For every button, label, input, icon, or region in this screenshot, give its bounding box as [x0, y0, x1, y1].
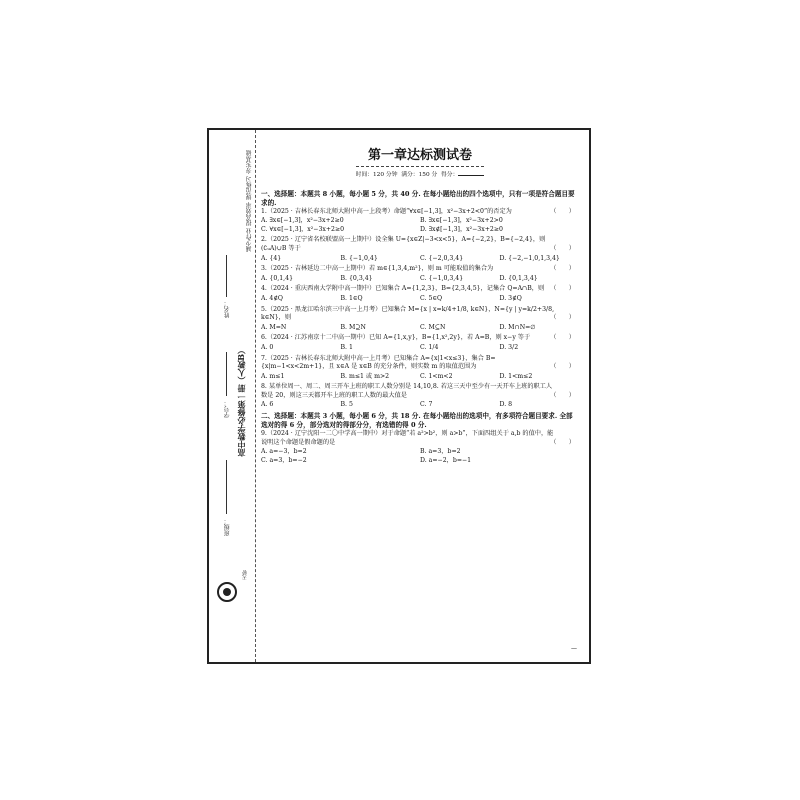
answer-option: D. 3/2 — [499, 343, 519, 351]
answer-option: D. ∃x∉[−1,3]，x²−3x+2≥0 — [420, 225, 503, 233]
question-text: 5.（2025 · 黑龙江哈尔滨三中高一上月考）已知集合 M={x | x=k/4+1/8, k∈N}，N={y | y=k/2+3/8, k∈N}，则 — [261, 305, 555, 322]
answer-option: B. 1 — [340, 343, 353, 351]
name-label: 姓名： — [224, 300, 231, 318]
answer-option: C. 7 — [420, 401, 433, 409]
answer-option: D. {0,1,3,4} — [499, 274, 538, 282]
answer-option: A. M=N — [261, 323, 287, 331]
answer-option: D. a=−2，b=−1 — [420, 456, 472, 464]
option-row — [261, 295, 579, 304]
answer-option: B. 1∈Q — [340, 294, 363, 302]
margin-note: 减少作业 提高效率 规范练习 夯实基础 — [246, 150, 253, 252]
answer-option: A. 6 — [261, 401, 274, 409]
score-label: 满分：150 分 — [401, 172, 438, 178]
question-stem — [261, 334, 579, 343]
option-row — [261, 324, 579, 333]
question-stem — [261, 265, 579, 274]
book-title: 高中数学必修第一册（人教B） — [236, 346, 246, 457]
question-text: 6.（2024 · 江苏南京十二中高一期中）已知 A={1,x,y}，B={1,x²,2y}，若 A=B，则 x−y 等于 — [261, 334, 531, 342]
question-text: 1.（2025 · 吉林长春东北师大附中高一上段考）命题“∀x∈[−1,3]，x²−3x+2<0”的否定为 — [261, 207, 512, 215]
answer-option: A. {4} — [261, 254, 282, 262]
answer-option: C. 1/4 — [420, 343, 439, 351]
question-item — [261, 306, 579, 333]
question-item — [261, 355, 579, 382]
question-item — [261, 430, 579, 465]
answer-option: B. {−1,0,4} — [340, 254, 378, 262]
page-mark: — — [571, 645, 577, 652]
answer-option: C. ∀x∈[−1,3]，x²−3x+2≥0 — [261, 225, 345, 233]
answer-bracket: （ ） — [550, 285, 575, 293]
exam-info — [261, 171, 579, 180]
answer-option: A. m≤1 — [261, 372, 285, 380]
binding-margin — [209, 130, 256, 662]
answer-option: B. m≤1 或 m>2 — [340, 372, 390, 380]
answer-option: C. 5∈Q — [420, 294, 443, 302]
question-stem — [261, 208, 579, 217]
number-blank — [226, 352, 227, 396]
question-item — [261, 208, 579, 235]
answer-option: A. ∃x∈[−1,3]，x²−3x+2≥0 — [261, 217, 344, 225]
answer-option: C. {−2,0,3,4} — [420, 254, 464, 262]
answer-option: A. {0,1,4} — [261, 274, 294, 282]
question-item — [261, 383, 579, 410]
publisher-logo — [217, 582, 237, 602]
answer-option: D. 8 — [499, 401, 513, 409]
answer-option: A. 0 — [261, 343, 274, 351]
option-row — [261, 344, 579, 353]
question-text: 3.（2025 · 吉林延边二中高一上期中）若 m∈{1,3,4,m²}，则 m 可能取值的集合为 — [261, 265, 494, 273]
question-stem — [261, 306, 579, 323]
answer-bracket: （ ） — [550, 363, 575, 371]
question-stem — [261, 383, 579, 400]
option-row — [261, 255, 579, 264]
answer-option: B. a=3，b=2 — [420, 448, 461, 456]
question-text: 9.（2024 · 辽宁沈阳一二〇中学高一期中）对于命题“若 a²>b²，则 a>b”，下面四组关于 a,b 的值中，能说明这个命题是假命题的是 — [261, 430, 554, 446]
got-label: 得分： — [440, 172, 459, 178]
brand-text: 天骄 — [242, 570, 248, 580]
question-text: 4.（2024 · 重庆西南大学附中高一期中）已知集合 A={1,2,3}，B={2,3,4,5}，记集合 Q=A∩B，则 — [261, 285, 545, 293]
question-stem — [261, 285, 579, 294]
class-blank — [226, 460, 227, 514]
number-label: 学号： — [224, 400, 231, 418]
answer-option: D. 3∉Q — [499, 294, 522, 302]
option-row — [261, 275, 579, 284]
question-stem — [261, 430, 579, 447]
answer-bracket: （ ） — [550, 438, 575, 446]
question-text: 2.（2025 · 辽宁省名校联盟高一上期中）设全集 U={x∈Z|−3<x<5}，A={−2,2}，B={−2,4}，则(∁ᵤA)∪B 等于 — [261, 236, 546, 252]
option-row — [261, 448, 579, 465]
option-row — [261, 373, 579, 382]
answer-option: B. ∃x∈[−1,3]，x²−3x+2>0 — [420, 217, 503, 225]
question-item — [261, 285, 579, 303]
exam-content — [261, 148, 579, 467]
answer-option: D. M∩N=∅ — [499, 323, 536, 331]
answer-option: A. a=−3，b=2 — [261, 448, 307, 456]
answer-option: A. 4∉Q — [261, 294, 283, 302]
answer-bracket: （ ） — [550, 265, 575, 273]
answer-bracket: （ ） — [550, 391, 575, 399]
question-list — [261, 430, 579, 465]
answer-option: D. 1<m≤2 — [499, 372, 533, 380]
section-heading: 二、选择题：本题共 3 小题，每小题 6 分，共 18 分. 在每小题给出的选项中，有多项符合题目要求. 全部选对的得 6 分，部分选对的得部分分，有选错的得 0 分. — [261, 412, 573, 430]
answer-bracket: （ ） — [550, 244, 575, 252]
class-label: 班级： — [224, 518, 231, 536]
name-blank — [226, 255, 227, 297]
answer-option: C. {−1,0,3,4} — [420, 274, 464, 282]
question-list — [261, 208, 579, 410]
section-heading: 一、选择题：本题共 8 小题，每小题 5 分，共 40 分. 在每小题给出的四个选项中，只有一项是符合题目要求的. — [261, 189, 575, 207]
answer-option: D. {−2,−1,0,1,3,4} — [499, 254, 560, 262]
question-stem — [261, 355, 579, 372]
answer-option: B. M⊇N — [340, 323, 366, 331]
option-row — [261, 217, 579, 234]
score-blank — [458, 175, 484, 176]
time-label: 时间：120 分钟 — [355, 172, 398, 178]
answer-option: B. {0,3,4} — [340, 274, 373, 282]
answer-option: C. 1<m<2 — [420, 372, 453, 380]
question-item — [261, 265, 579, 283]
question-item — [261, 334, 579, 352]
question-stem — [261, 236, 579, 253]
answer-option: C. a=3，b=−2 — [261, 456, 307, 464]
option-row — [261, 401, 579, 410]
answer-bracket: （ ） — [550, 314, 575, 322]
answer-bracket: （ ） — [550, 207, 575, 215]
answer-option: C. M⊆N — [420, 323, 446, 331]
question-text: 7.（2025 · 吉林长春东北师大附中高一上月考）已知集合 A={x|1<x≤3}，集合 B={x|m−1<x<2m+1}，且 x∈A 是 x∈B 的充分条件，则实数 m 的取值范围为 — [261, 354, 496, 371]
answer-bracket: （ ） — [550, 334, 575, 342]
answer-option: B. 5 — [340, 401, 353, 409]
question-item — [261, 236, 579, 263]
title-underline — [356, 166, 484, 167]
exam-sheet — [207, 128, 591, 664]
page-title: 第一章达标测试卷 — [367, 148, 472, 163]
question-text: 8. 某单位周一、周二、周三开车上班的职工人数分别是 14,10,8. 若这三天中至少有一天开车上班的职工人数是 20，则这三天都开车上班的职工人数的最大值是 — [261, 383, 553, 399]
